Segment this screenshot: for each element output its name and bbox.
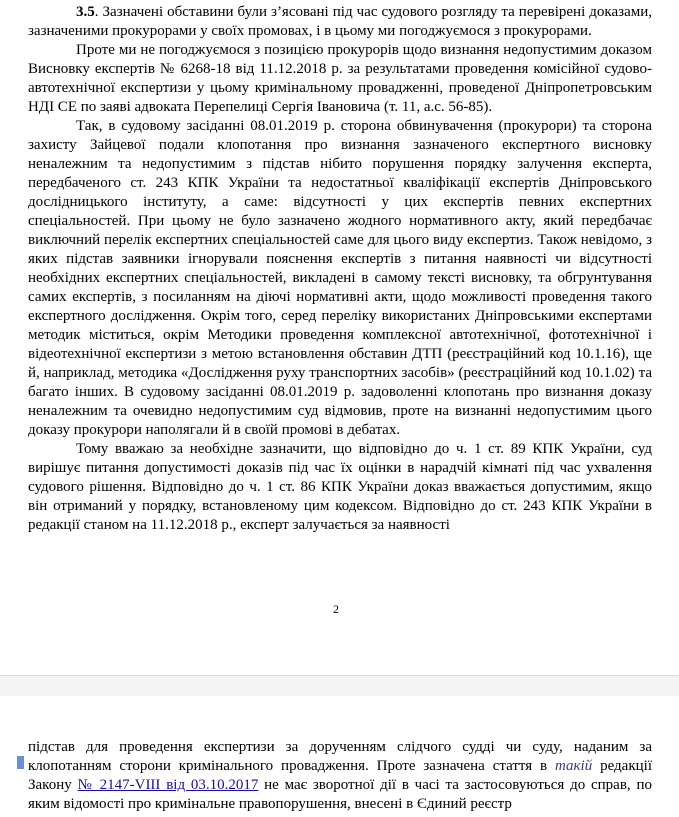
continuation-text-3: не має зворотної дії в часі та застосовуються до справ, по яким відомості про кримінальне правопорушення, внесені в Єдиний реєстр: [28, 777, 652, 812]
page-2-text: [28, 738, 652, 814]
comment-marker-icon[interactable]: [17, 756, 24, 769]
law-link[interactable]: № 2147-VIII від 03.10.2017: [77, 777, 259, 793]
page-number: 2: [333, 602, 339, 616]
paragraph-disagreement: Проте ми не погоджуємося з позицією прокурорів щодо визнання недопустимим доказом Висновку експертів № 6268-18 від 11.12.2018 р. за результатами проведення комісійної судово-автотехнічної експертизи у цьому кримінальному провадженні, проведеної Дніпропетровським НДІ СЕ по заяві адвоката Перепелиці Сергія Івановича (т. 11, а.с. 56-85).: [28, 42, 652, 115]
document-page-2: [0, 696, 679, 817]
continuation-text-2: редакції Закону: [28, 758, 652, 793]
page-1-text: [28, 3, 652, 535]
page-break: [0, 675, 679, 697]
section-number: 3.5: [76, 4, 95, 20]
paragraph-continuation: [28, 738, 652, 814]
continuation-text-1: підстав для проведення експертизи за дорученням слідчого судді чи суду, наданим за клопотанням сторони кримінального провадження. Проте зазначена стаття в: [28, 739, 652, 774]
paragraph-admissibility: Тому вважаю за необхідне зазначити, що відповідно до ч. 1 ст. 89 КПК України, суд вирішує питання допустимості доказів під час їх оцінки в нарадчій кімнаті під час ухвалення судового рішення. Відповідно до ч. 1 ст. 86 КПК України доказ вважається допустимим, якщо він отриманий у порядку, встановленому цим кодексом. Відповідно до ст. 243 КПК України в редакції станом на 11.12.2018 р., експерт залучається за наявності: [28, 441, 652, 533]
italic-word: такій: [555, 758, 593, 774]
paragraph-3-5-text: . Зазначені обставини були з’ясовані під час судового розгляду та перевірені доказами, зазначеними прокурорами у своїх промовах, і в цьому ми погоджуємося з прокурорами.: [28, 4, 652, 39]
paragraph-court-hearing: Так, в судовому засіданні 08.01.2019 р. сторона обвинувачення (прокурори) та сторона захисту Зайцевої подали клопотання про визнання зазначеного експертного висновку неналежним та недопустимим з підстав нібито порушення порядку залучення експерта, передбаченого ст. 243 КПК України та недостатньої кваліфікації експертів Дніпровського дослідницького інституту, а саме: відсутності у цих експертів певних експертних спеціальностей. При цьому не було зазначено жодного нормативного акту, який передбачає виключний перелік експертних спеціальностей саме для цього виду експертиз. Також невідомо, з яких підстав заявники ігнорували пояснення експертів з питання наявності чи відсутності необхідних експертних спеціальностей, викладені в самому тексті висновку, та обгрунтування самих експертів, з посиланням на діючі нормативні акти, щодо можливості проведення такого експертного дослідження. Окрім того, серед переліку використаних Дніпровськими експертами методик міститься, окрім Методики проведення комплексної автотехнічної, фототехнічної і відеотехнічної експертизи з метою встановлення обставин ДТП (реєстраційний код 10.1.16), ще й, наприклад, методика «Дослідження руху транспортних засобів» (реєстраційний код 10.1.02) та багато інших. В судовому засіданні 08.01.2019 р. задоволенні клопотань про визнання доказу неналежним та очевидно недопустимим суд відмовив, проте на визнанні недопустимим цього доказу прокурори наполягали й в своїй промові в дебатах.: [28, 118, 652, 438]
paragraph-3-5: [28, 3, 652, 41]
